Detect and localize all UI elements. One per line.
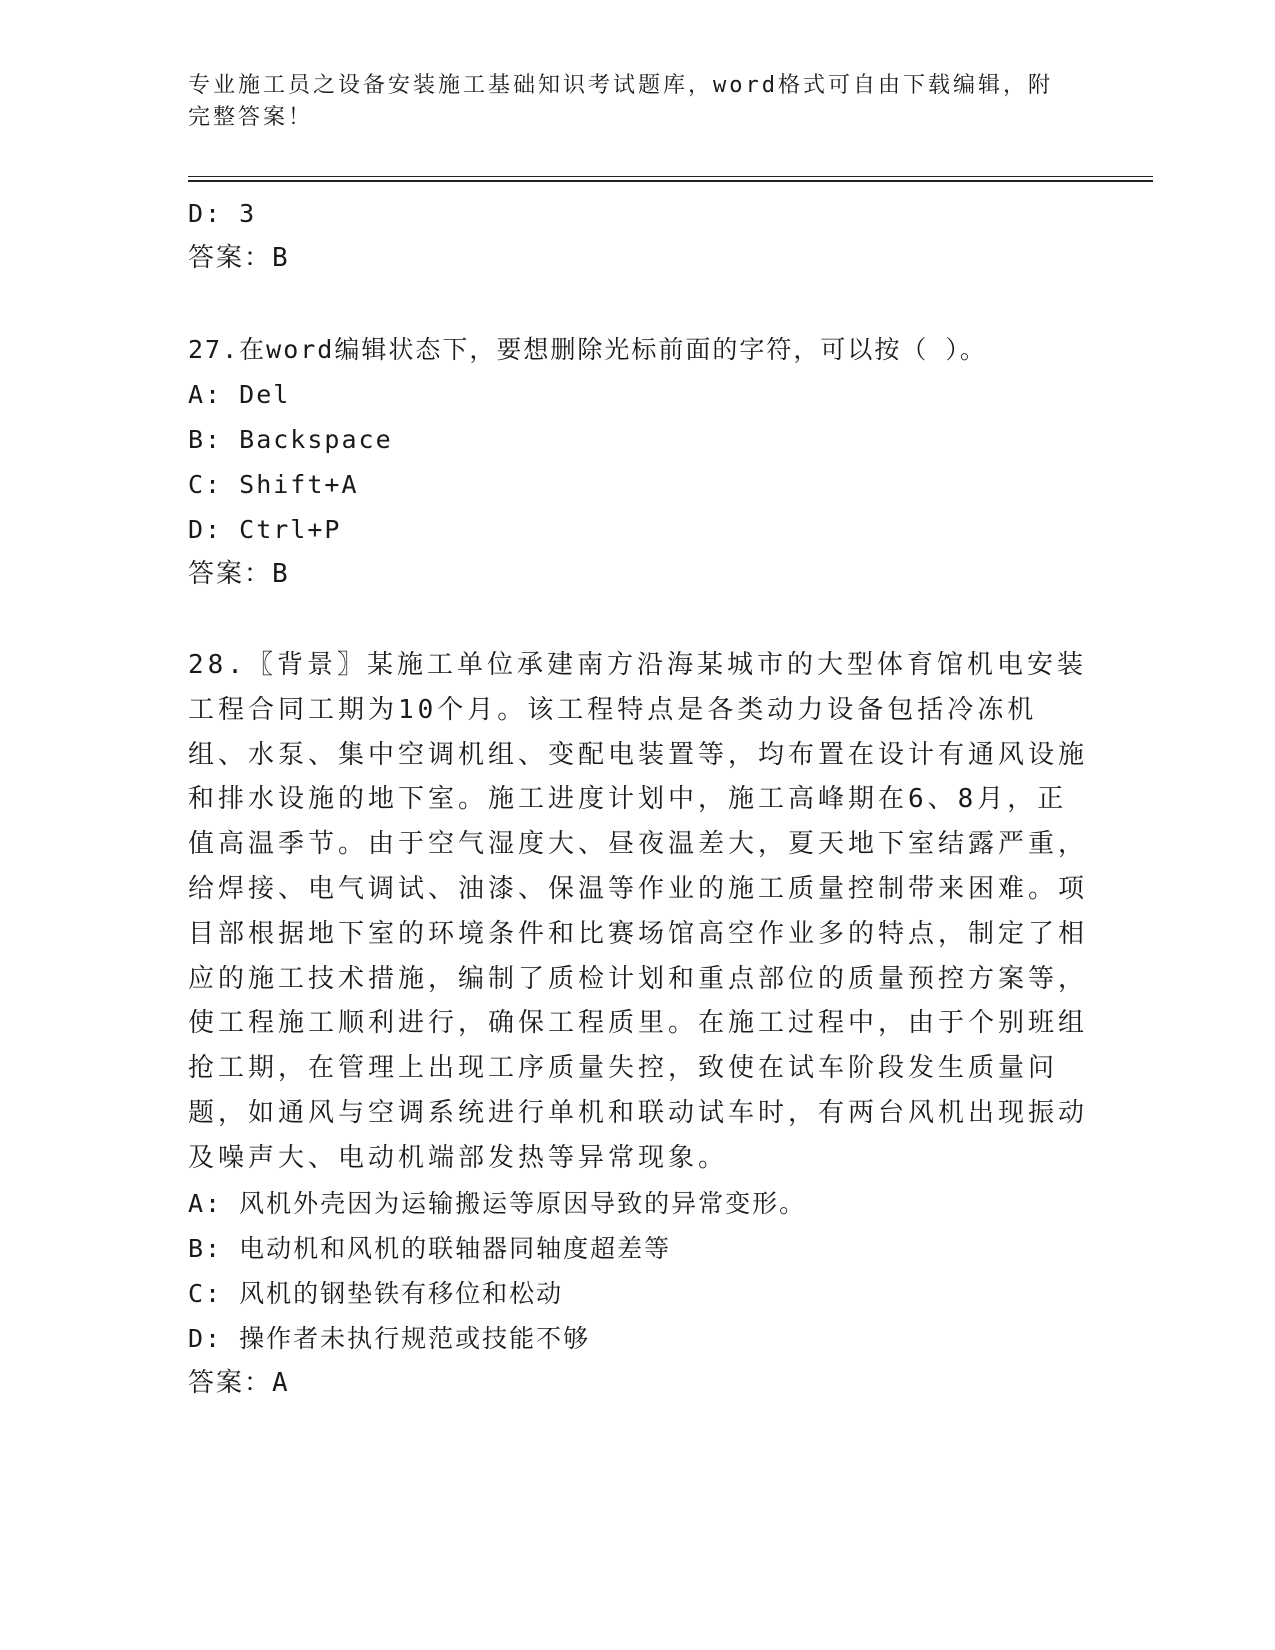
prev-option-d: D: 3 [188,199,257,228]
question-27-option-c: C: Shift+A [188,470,359,499]
spacer [188,281,1148,327]
question-27-answer: 答案：B [188,559,290,589]
spacer [188,597,1148,643]
question-28-option-c: C: 风机的钢垫铁有移位和松动 [188,1278,564,1308]
question-27-stem: 27.在word编辑状态下，要想删除光标前面的字符，可以按（ ）。 [188,335,987,364]
question-28-stem: 28.〖背景〗某施工单位承建南方沿海某城市的大型体育馆机电安装工程合同工期为10个月。该工程特点是各类动力设备包括冷冻机组、水泵、集中空调机组、变配电装置等，均布置在设计有通风设施和排水设施的地下室。施工进度计划中，施工高峰期在6、8月，正值高温季节。由于空气湿度大、昼夜温差大，夏天地下室结露严重，给焊接、电气调试、油漆、保温等作业的施工质量控制带来困难。项目部根据地下室的环境条件和比赛场馆高空作业多的特点，制定了相应的施工技术措施，编制了质检计划和重点部位的质量预控方案等，使工程施工顺利进行，确保工程质里。在施工过程中，由于个别班组抢工期，在管理上出现工序质量失控，致使在试车阶段发生质量问题，如通风与空调系统进行单机和联动试车时，有两台风机出现振动及噪声大、电动机端部发热等异常现象。 [188,650,1089,1173]
prev-answer: 答案：B [188,243,290,273]
question-28-option-a: A: 风机外壳因为运输搬运等原因导致的异常变形。 [188,1188,807,1218]
page-header: 专业施工员之设备安装施工基础知识考试题库，word格式可自由下载编辑，附完整答案！ [188,73,1053,130]
question-28-option-d: D: 操作者未执行规范或技能不够 [188,1323,591,1353]
question-27-option-b: B: Backspace [188,425,393,454]
document-page [188,70,1148,1406]
question-28-option-b: B: 电动机和风机的联轴器同轴度超差等 [188,1233,672,1263]
header-divider [188,176,1153,182]
question-27-option-a: A: Del [188,380,291,409]
question-28-answer: 答案：A [188,1367,290,1398]
question-27-option-d: D: Ctrl+P [188,515,342,544]
